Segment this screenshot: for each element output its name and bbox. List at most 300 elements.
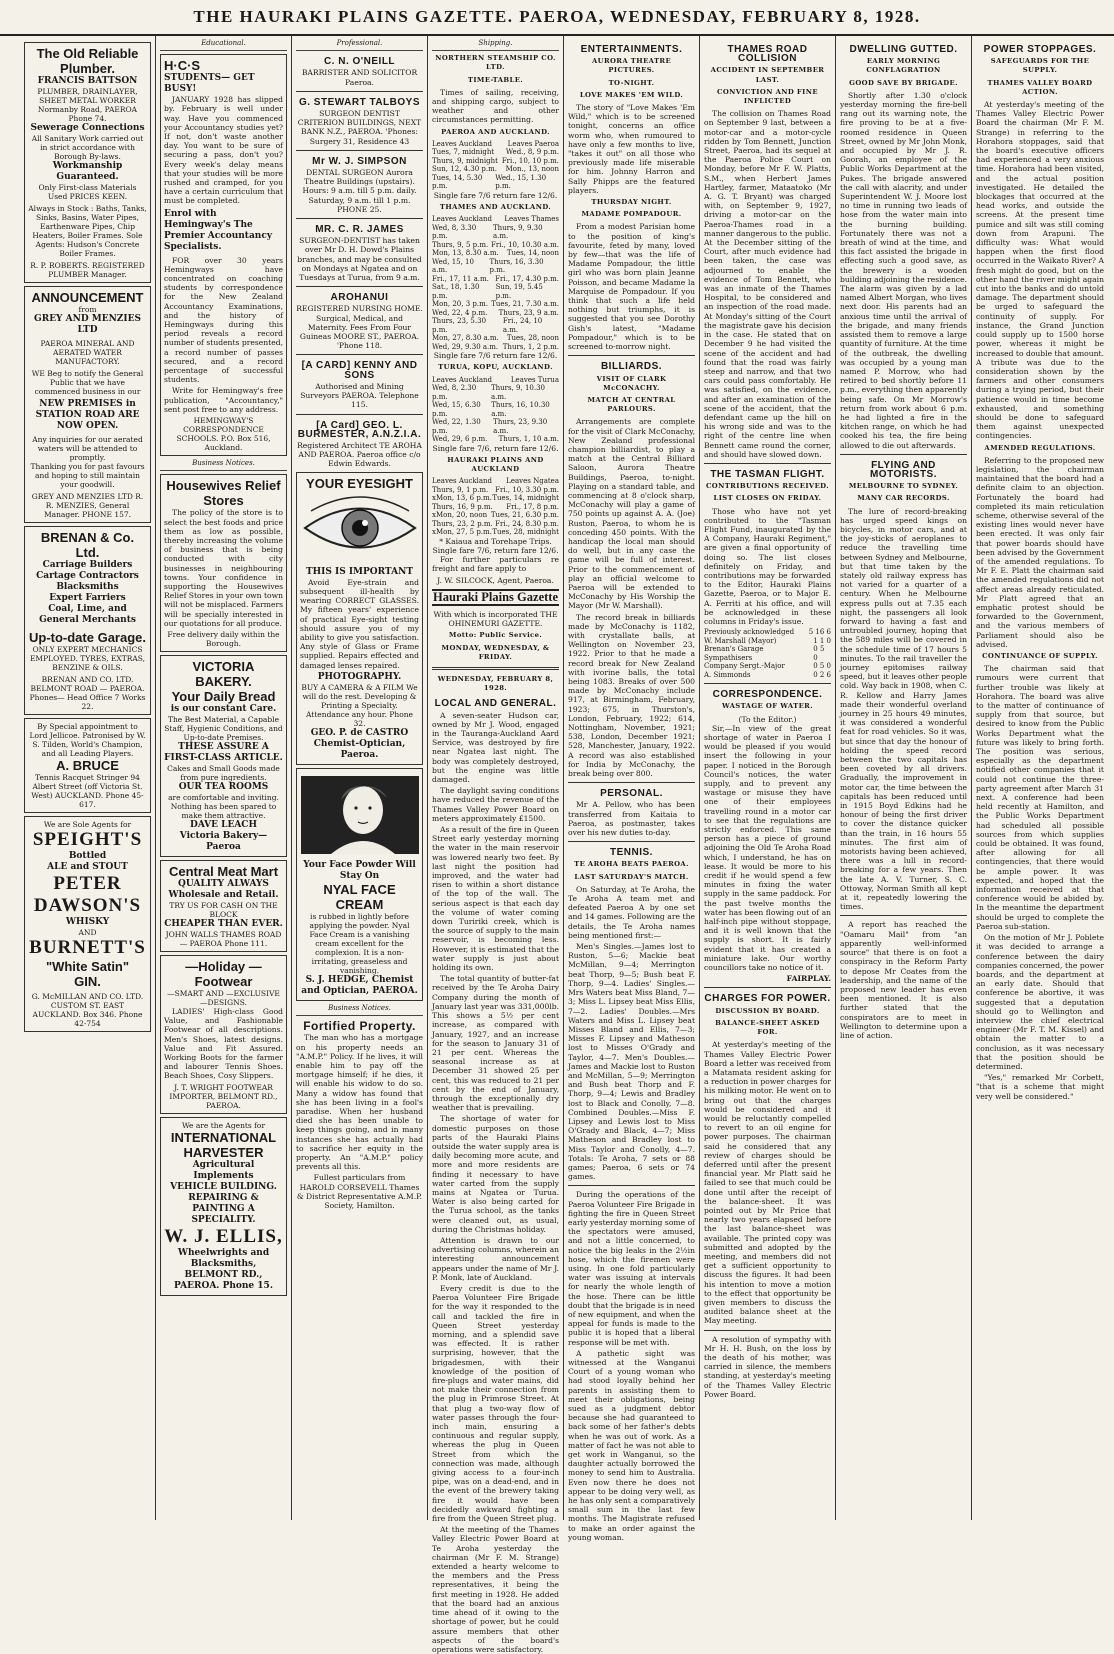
column-2 (156, 36, 292, 1520)
ad-body: BUY A CAMERA & A FILM We will do the rest. Developing & Printing a Specialty. Attendance any hour. Phone 32. (301, 682, 418, 728)
table-cell: Brenan's Garage Sympathisers (704, 645, 764, 662)
article-title: DWELLING GUTTED. (849, 44, 958, 55)
ad-title: ANNOUNCEMENT (31, 290, 144, 305)
ad-body: FOR over 30 years Hemingways have concentrated on coaching students by correspondence for the New Zealand Accountancy Examinations, and the history of Hemingways during this period reveals a record number of students presented, a record number of passes secured, and a record percentage of successful students. (164, 255, 283, 385)
ad-body: PAEROA MINERAL AND AERATED WATER MANUFACTORY. (40, 339, 135, 366)
table-row (704, 671, 831, 680)
table-cell: Thurs, 1, 2 p.m. (502, 342, 559, 351)
article-paragraph: "Yes," remarked Mr Corbett, "that is a scheme that might very well be considered." (976, 1073, 1104, 1101)
table-cell: Thurs, 23, 5.30 p.m. (432, 317, 487, 334)
ad-body: NEW PREMISES in STATION ROAD ARE NOW OPEN. (35, 399, 140, 431)
article-paragraph: A resolution of sympathy with Mr H. H. Bush, on the loss by the death of his mother, was carried in silence, the members standing, at yesterday's meeting of the Thames Valley Electric Power Board. (704, 1334, 831, 1399)
table-row (704, 628, 831, 637)
table-row (432, 157, 559, 166)
table-cell: Wed., 15, 1.30 p.m. (495, 173, 547, 191)
column-6 (700, 36, 836, 1520)
route-title: HAURAKI PLAINS AND AUCKLAND (447, 455, 544, 474)
table-row (432, 477, 559, 486)
table-cell: Fri., 17, 11 a.m. (432, 274, 489, 283)
table-cell: Mon, 13, 8.30 a.m. (432, 249, 499, 258)
ad-body: Write for Hemingway's free publication, "Accountancy," sent post free to any address. (164, 386, 283, 414)
table-cell: Tues, 14, midnight (492, 494, 559, 503)
ad-sign: HEMINGWAY'S CORRESPONDENCE SCHOOLS. P.O. Box 516, Auckland. (176, 416, 271, 453)
table-cell: Wed, 15, 6.30 p.m. (432, 401, 481, 418)
table-cell: Thurs, 23, 9.30 a.m. (493, 418, 548, 435)
ad-intro: By Special appointment to Lord Jellicoe. Patronised by W. S. Tilden, World's Champion, and all Leading Players. (29, 722, 146, 758)
article-paragraph: Arrangements are complete for the visit of Clark McConachy, New Zealand professional champion billiardist, to play a match at the Central Billiard Saloon, Aurora Theatre Buildings, Paeroa, to-night. Playing on a standard table, and commencing at 8 o'clock sharp, McConachy will play a game of 750 points up against A. A. (Joe) Ruston, Paeroa, to whom he is conceding 450 points. With the handicap the local man should do well, but in any case the game will be full of interest. Prior to the commencement of play an official welcome to Paeroa will be extended to McConachy by His Worship the Mayor (Mr W. Marshall). (568, 417, 695, 611)
ad-brand: Bottled (68, 851, 107, 861)
table-cell: xMon, 20, noon (432, 511, 488, 520)
table-cell: Leaves Auckland (432, 477, 493, 486)
table-cell: Wed, 29, 6 p.m. (432, 435, 488, 444)
article-sub: LAST SATURDAY'S MATCH. (574, 872, 689, 881)
table-cell: Fri., 17, 8 p.m. (506, 502, 559, 511)
article-paragraph: The shortage of water for domestic purposes on those parts of the Hauraki Plains outside the water supply area is daily becoming more acute, and more and more residents are finding it necessary to have water carted from the supply mains at Ngatea or Turua. Water is also being carted for the Turua school, as the tanks were cleaned out, as usual, during the Christmas holiday. (432, 1114, 559, 1234)
table-cell: Thurs, 9, 1 p.m. (432, 485, 489, 494)
article-sub: AURORA THEATRE PICTURES. (591, 57, 672, 75)
table-row (432, 494, 559, 503)
ad-body: Only First-class Materials Used PRICES KEEN. (38, 183, 137, 201)
ad-title: Housewives Relief Stores (166, 478, 281, 509)
article-paragraph: At yesterday's meeting of the Thames Valley Electric Power Board the chairman (Mr F. M. Strange) in referring to the Horahora stoppages, said that the board's executive officers had experienced a very anxious time. Horahora had been visited, and the actual position investigated. He detailed the blockages that occurred at the head works, and outside the screens. At the present time pumice and silt was still coming down from Arapuni. The difficulty was: What would happen when the first flood occurred in the Waikato River? A fresh might do good, but on the other hand the river might again cut into the banks and do untold damage. The department should be urged to safeguard the continuity of supply. For instance, the Grand Junction could supply up to 1500 horse power, whereas it might be increased to double that amount. A tribute was due to the consideration shown by the farmers and other consumers during a trying period, but their patience would in time become exhausted, and something should be done to safeguard them against unexpected contingencies. (976, 100, 1104, 441)
contributions-list (704, 628, 831, 679)
ad-sign: DAVE LEACH (190, 819, 257, 830)
article-paragraph: Referring to the proposed new legislation, the chairman maintained that the board had a definite claim to an objection. Fortunately the board had completed its main reticulation scheme, otherwise several of the existing lines would never have been erected. It was only fair that power boards should have been advised by the Government of the amended regulations. To Mr F. E. Platt the chairman said the amended regulations did not affect areas already reticulated. Mr Platt agreed that an emphatic protest should be forwarded to the Government, and the various members of Parliament should also be advised. (976, 455, 1104, 649)
section-kicker: Business Notices. (160, 459, 287, 471)
ad-body: All Sanitary Work carried out in strict accordance with Borough By-laws. (31, 134, 144, 161)
column-3 (292, 36, 428, 1520)
article-paragraph: The daylight saving conditions have reduced the revenue of the Thames Valley Power Board on meters approximately £1500. (432, 786, 559, 823)
table-cell: Thurs, 1, 10 a.m. (498, 435, 559, 444)
table-cell: Thurs, 9, 5 p.m. (432, 240, 489, 249)
card-body: SURGEON DENTIST CRITERION BUILDINGS, NEXT BANK N.Z., PAEROA. 'Phones: Surgery 31, Residence 43 (297, 109, 422, 146)
article-paragraph: On the motion of Mr J. Poblete it was decided to arrange a conference between the dairy companies concerned, the power boards, and the department at an early date. Should that conference be abortive, it was suggested that a deputation should go to Wellington and interview the chief electrical engineer (Mr F. T. M. Kissel) and obtain the matter to a conclusion, as it was necessary that the position should be determined. (976, 933, 1104, 1071)
table-cell: Sun, 12, 4.30 p.m. (432, 165, 497, 174)
article-title: PERSONAL. (600, 788, 663, 800)
card-body: Authorised and Mining Surveyors PAEROA. Telephone 115. (300, 381, 419, 410)
nameplate-date: WEDNESDAY, FEBRUARY 8, 1928. (437, 674, 554, 693)
route-more: For further particulars re freight and fare apply to (432, 555, 559, 574)
ad-sub: STUDENTS— GET BUSY! (164, 73, 255, 95)
ad-intro: We are the Agents for (181, 1120, 266, 1130)
ad-brand: "White Satin" (45, 959, 130, 974)
ad-body: Always in Stock : Baths, Tanks, Sinks, Basins, Water Pipes, Earthenware Pipes, Chip Heaters, Boiler Frames. Sole Agents: Hudson's Concrete Boiler Frames. (28, 204, 147, 258)
article-title: ENTERTAINMENTS. (580, 44, 683, 55)
article-sub: CONVICTION AND FINE INFLICTED (717, 87, 818, 106)
table-cell: A. Simmonds (704, 670, 751, 679)
table-cell: Thurs, 9, 9.30 a.m. (493, 223, 543, 241)
table-cell: 0 2 6 (813, 670, 831, 679)
ad-plumber (24, 42, 151, 283)
lady-illustration (301, 776, 419, 854)
ad-line: Carriage Builders (42, 560, 133, 570)
ad-sub: Your Face Powder Will Stay On (303, 859, 416, 881)
ad-title: The Old Reliable Plumber. (36, 46, 139, 76)
article-paragraph: Men's Singles.—James lost to Ruston, 5—6; Mackie beat McMillan, 9—4; Merrington beat Thorp, 9—5; Bush beat F. Thorp, 9—4. Ladies' Singles.—Mrs Waters beat Miss Bland, 7—3; Miss L. Lipsey beat Miss Ellis, 7—2. Ladies' Doubles.—Mrs Waters and Miss L. Lipsey beat Misses Bland and Ellis, 7—3; Misses F. Lipsey and Matheson lost to Misses O'Grady and Taylor, 4—7. Men's Doubles.—James and Mackie lost to Ruston and McMillan, 5—9; Merrington and Bush beat Thorp and F. Thorp, 9—4; Lewis and Bradley lost to Black and Conolly, 7—8. Combined Doubles.—Miss F. Lipsey and Lewis lost to Miss O'Grady and Black, 4—7; Miss Matheson and Bradley lost to Miss Taylor and Conolly, 4—7. Totals: Te Aroha, 7 sets or 88 games; Paeroa, 6 sets or 74 games. (568, 942, 695, 1182)
column-4 (428, 36, 564, 1654)
ad-title: INTERNATIONAL HARVESTER (170, 1129, 277, 1160)
card-body: DENTAL SURGEON Aurora Theatre Buildings (upstairs). Hours: 9 a.m. till 5 p.m. daily. Saturday, 9 a.m. till 1 p.m. PHONE 25. (302, 168, 417, 214)
table-row (432, 309, 559, 318)
table-row (432, 249, 559, 258)
table-row (432, 418, 559, 435)
article-paragraph: Those who have not yet contributed to the "Tasman Flight Fund, inaugurated by the A Company, Hauraki Regiment," are given a final opportunity of doing so. The list closes definitely on Friday, and contributions may be forwarded to the Editor, Hauraki Plains Gazette, Paeroa, or to Major E. A. Ferriti at his office, and will be acknowledged in these columns in Friday's issue. (704, 506, 831, 626)
table-cell: Tues, 14, noon (506, 249, 559, 258)
ad-body: Thanking you for past favours and hoping to still maintain your goodwill. (30, 462, 145, 489)
table-cell: Company Sergt.-Major (704, 662, 785, 671)
ad-sub: THIS IS IMPORTANT (305, 566, 414, 577)
route-sign: J. W. SILCOCK, Agent, Paeroa. (437, 575, 554, 585)
card-body: SURGEON-DENTIST has taken over Mr D. H. Dowd's Plains branches, and may be consulted on Mondays at Ngatea and on Tuesdays at Turua, from 9 a.m. (297, 236, 422, 283)
article-sub: LIST CLOSES ON FRIDAY. (713, 494, 822, 503)
ad-body: is rubbed in lightly before applying the powder. Nyal Face Cream is a vanishing cream excellent for the complexion. It is a non-irritating, greaseless and vanishing. (309, 911, 410, 975)
ad-body: QUALITY ALWAYS (178, 878, 269, 889)
table-cell: Fri., 24, 10 a.m. (502, 317, 543, 334)
ad-body: Avoid Eye-strain and subsequent ill-health by wearing CORRECT GLASSES. My fifteen years' experience of practical Eye-sight testing should assure you of my ability to give you satisfaction. Any style of Glass or Frame supplied. Repairs effected and damaged lenses repaired. (300, 577, 419, 670)
card-name: [A Card] GEO. L. BURMESTER, A.N.Z.I.A. (297, 419, 422, 440)
article-sub: GOOD SAVE BY BRIGADE. (849, 78, 958, 87)
section-kicker: Shipping. (432, 39, 559, 51)
ad-brand: BURNETT'S (29, 937, 146, 958)
table-row (432, 503, 559, 512)
table-row (432, 376, 559, 385)
ad-line: Cartage Contractors (36, 571, 139, 581)
ad-brand: SPEIGHT'S (32, 829, 143, 850)
table-cell: Tues, 14, 5.30 p.m. (432, 173, 483, 191)
ad-hemingway (160, 54, 287, 456)
article-body (432, 711, 559, 1654)
article-paragraph: Every credit is due to the Paeroa Volunteer Fire Brigade for the way it responded to the call and tackled the fire in Queen Street yesterday morning, and a splendid save was effected. It is rather surprising, however, that the brigadesmen, with their knowledge of the position of fire-plugs and water mains, did not make their connection from the plug in Primrose Street. At that plug a two-way flow of water passes through the four-inch main, ensuring a continuous and regular supply, whereas the plug in Queen Street from which the connection was made, although giving access to a four-inch pipe, was on a dead-end, and in the event of the brewery taking fire it would have been decidedly awkward fighting a fire from the Queen Street plug. (432, 1283, 559, 1524)
article-paragraph: As a result of the fire in Queen Street early yesterday morning the water in the main reservoir was lowered nearly two feet. By last night the position had improved, and the water had risen to within a short distance of the top of the wall. The serious aspect is that each day the volume of water coming down Tuririki creek, which is the source of supply to the main reservoir, is becoming less. However, it is estimated that the water supply is just about holding its own. (432, 825, 559, 973)
section-kicker: Business Notices. (296, 1004, 423, 1016)
table-cell: 0 5 0 (813, 645, 825, 662)
article-title: CHARGES FOR POWER. (704, 993, 831, 1005)
table-row (432, 258, 559, 275)
newspaper-nameplate: Hauraki Plains Gazette (432, 589, 559, 606)
article-sub: THAMES VALLEY BOARD ACTION. (987, 78, 1093, 96)
table-cell: Sun, 19, 5.45 p.m. (495, 283, 543, 300)
article-sub: AMENDED REGULATIONS. (984, 443, 1096, 452)
article-title: POWER STOPPAGES. (983, 44, 1097, 55)
table-cell: Previously acknowledged (704, 628, 795, 637)
article-paragraph: At yesterday's meeting of the Thames Valley Electric Power Board a letter was received from a Matamata resident asking for a reduction in power charges for his milking motor. He went on to bring out that the charges would be considered and it would be reluctantly compelled to revert to an oil engine for power purposes. The chairman said he considered that any review of charges should be deferred until after the present financial year. Mr Platt said he failed to see that much could be done until after the receipt of the balance-sheet. It was pointed out by Mr Price that nearly two years elapsed before the last balance-sheet was available. The printed copy was submitted and adopted by the meeting, and members did not get a sufficient opportunity to discuss the figures. It had been his intention to move a motion to the effect that opportunity be given members to discuss the audited balance sheet at the May meeting. (704, 1040, 831, 1326)
table-cell: Thurs, 9, 10.30 a.m. (490, 384, 545, 401)
article-sub: MELBOURNE TO SYDNEY. (848, 482, 959, 491)
article-paragraph: A seven-seater Hudson car, owned by Mr J. Wood, engaged in the Tauranga-Auckland Aard Service, was destroyed by fire near Ngatea last night. The body was completely destroyed, but the engine was little damaged. (432, 710, 559, 785)
table-cell: Leaves Thames (504, 215, 559, 224)
ad-sub: Agricultural Implements (192, 1159, 255, 1181)
route-table (432, 376, 559, 444)
article-sub: LOVE MAKES 'EM WILD. (579, 90, 684, 99)
table-row (432, 283, 559, 300)
ad-international-harvester (160, 1117, 287, 1296)
article-sub: MADAME POMPADOUR. (581, 210, 682, 219)
ad-brenan (24, 526, 151, 715)
ad-sub: Workmanship Guaranteed. (52, 161, 123, 182)
ad-line: Coal, Lime, and (48, 604, 127, 614)
ad-brand: WHISKY (65, 917, 110, 927)
ad-body: OUR TEA ROOMS (178, 781, 269, 792)
shipping-intro: Times of sailing, receiving, and shipping cargo, subject to weather and other circumstances permitting. (432, 87, 559, 125)
table-cell: Mon, 27, 8.30 a.m. (432, 334, 499, 343)
article-title: THE TASMAN FLIGHT. (710, 468, 825, 480)
table-row (432, 317, 559, 334)
article-sub: BALANCE-SHEET ASKED FOR. (715, 1018, 820, 1037)
ad-sign: G. McMILLAN AND CO. LTD. CUSTOM ST. EAST AUCKLAND. Box 346. Phone 42-754 (31, 992, 144, 1028)
card-name: [A CARD] KENNY AND SONS (301, 360, 418, 381)
columns (20, 36, 1110, 1654)
ad-title: NYAL FACE CREAM (323, 881, 396, 912)
table-cell: Fri., 24, 8.30 p.m. (495, 519, 559, 528)
ad-heading: Enrol with Hemingway's The Premier Accountancy Specialists. (164, 208, 273, 252)
route-table (432, 477, 559, 537)
table-cell: Thurs, 23, 9 a.m. (498, 308, 559, 317)
table-cell: Sat., 18, 1.30 p.m. (432, 283, 480, 300)
article-paragraph: Attention is drawn to our advertising columns, wherein an interesting announcement appears under the name of Mr J. P. Monk, late of Auckland. (432, 1235, 559, 1282)
table-cell: 5 16 6 (808, 628, 831, 637)
ad-central-meat-mart (160, 860, 287, 952)
article-paragraph: From a modest Parisian home to the position of king's favourite, feted by many, loved by few—that was the life of Madame Pompadour, the little girl who was born plain Jeanne Poisson, and became Madame la Marquise de Pompadour. If you think that such a life held nothing but triumphs, it is suggested that you see Dorothy Gish's latest, "Madame Pompadour," which is to be screened to-morrow night. (568, 222, 695, 352)
ad-body: The man who has a mortgage on his property needs an "A.M.P." Policy. If he lives, it will enable him to pay off the mortgage himself; if he dies, it will enable his widow to do so. Many a widow has found that she has been living in a fool's paradise. When her husband died she has been unable to keep things going, and in many instances she has actually had to sacrifice her equity in the property. An "A.M.P." policy prevents all this. (296, 1033, 423, 1172)
ad-eyesight (296, 472, 423, 765)
table-cell: Wed, 8, 2.30 p.m. (432, 384, 477, 401)
column-8 (972, 36, 1108, 1520)
table-row (432, 435, 559, 444)
table-cell: xMon, 27, 5 p.m. (432, 528, 492, 537)
table-cell: Thurs, 16, 10.30 a.m. (491, 401, 550, 418)
table-cell: Fri., 10, 3.30 p.m. (495, 485, 559, 494)
route-title: THAMES AND AUCKLAND. (439, 203, 552, 212)
table-cell: Fri., 17, 4.30 p.m. (495, 274, 559, 283)
table-cell: Leaves Turua (510, 375, 559, 384)
card-name: G. STEWART TALBOYS (298, 96, 421, 108)
eye-illustration (301, 495, 419, 561)
article-paragraph: The chairman said that rumours were current that further trouble was likely at Horahora. The board was alive to the matter of continuance of supply from that source, but desired to know from the Public Works Department what the future was likely to bring forth. The position was serious, especially as the department notified other companies that it could not continue the three-party agreement after March 31 next. A conference had been held recently at Hamilton, and the Public Works Department had scheduled all possible sources from which supplies could be obtained. It was found, after allowing for all contingencies, that there would be ample power. It was expected, and hoped that the information received at that conference would be abided by. In the meantime the department should be urged to complete the Paeroa sub-station. (976, 664, 1104, 931)
table-row (432, 174, 559, 191)
table-row (432, 140, 559, 149)
route-fare: Single fare 7/6, return fare 12/6. (432, 443, 559, 453)
card-body: Registered Architect TE AROHA AND PAEROA. Paeroa office c/o Edwin Edwards. (297, 440, 422, 469)
table-cell: Wed., 8, 9 p.m. (505, 148, 559, 157)
ad-line: Expert Farriers (49, 593, 126, 603)
table-row (432, 241, 559, 250)
letter-sign: FAIRPLAY. (786, 974, 831, 984)
table-row (704, 645, 831, 662)
table-row (432, 165, 559, 174)
ad-title: Up-to-date Garage. (28, 630, 146, 645)
article-sub: ACCIDENT IN SEPTEMBER LAST. (710, 66, 825, 84)
table-row (432, 401, 559, 418)
ad-firm: GREY AND MENZIES LTD (34, 314, 141, 335)
table-cell: Wed, 8, 3.30 p.m. (432, 223, 477, 241)
nameplate-motto: Motto: Public Service. (448, 631, 543, 640)
ad-line: General Merchants (39, 615, 136, 625)
ad-line: Blacksmiths (56, 582, 119, 592)
section-kicker: Professional. (296, 39, 423, 51)
table-cell: Thurs, 16, 9 p.m. (432, 502, 493, 511)
card-body: REGISTERED NURSING HOME. Surgical, Medical, and Maternity. Fees From Four Guineas MOORE ST., PAEROA. 'Phone 118. (296, 304, 423, 351)
ad-sub: Sewerage Connections (30, 123, 145, 133)
table-cell: Leaves Auckland (432, 139, 493, 148)
ad-sub: —SMART AND —EXCLUSIVE —DESIGNS. (167, 988, 280, 1007)
table-cell: Tues, 28, noon (506, 334, 559, 343)
column-1 (20, 36, 156, 1520)
card-name: AROHANUI (330, 292, 389, 304)
table-cell: Wed, 22, 4 p.m. (432, 308, 488, 317)
article-paragraph: On Saturday, at Te Aroha, the Te Aroha A team met and defeated Paeroa A by one set and 14 games. Following are the details, the Te Aroha names being mentioned first:— (568, 884, 695, 940)
article-sub: MANY CAR RECORDS. (857, 494, 950, 503)
article-title: THAMES ROAD COLLISION (727, 44, 808, 65)
ad-body: TRY US FOR CASH ON THE BLOCK (169, 900, 278, 919)
card-name: MR. C. R. JAMES (315, 224, 404, 236)
article-title: TENNIS. (610, 847, 653, 859)
ad-sign: J. T. WRIGHT FOOTWEAR IMPORTER, BELMONT RD., PAEROA. (169, 1082, 278, 1110)
article-title: CORRESPONDENCE. (712, 689, 823, 701)
article-sub: (To the Editor.) (738, 714, 797, 724)
route-table (432, 215, 559, 351)
table-row (432, 334, 559, 343)
ad-title: VICTORIA BAKERY. (192, 658, 255, 689)
ad-intro: We are Sole Agents for (43, 820, 132, 829)
article-sub: THURSDAY NIGHT. (591, 198, 672, 207)
article-title: FLYING AND MOTORISTS. (869, 459, 938, 480)
table-cell: 1 1 0 (813, 636, 831, 645)
table-row (432, 528, 559, 537)
ad-body: CHEAPER THAN EVER. (164, 918, 283, 929)
table-cell: Tues, 28, midnight (492, 528, 559, 537)
route-fare: Single fare 7/6 return fare 12/6. (433, 190, 558, 200)
table-cell: Wed, 29, 9.30 a.m. (432, 342, 499, 351)
table-cell: Tues, 7, midnight (432, 148, 495, 157)
ad-housewives (160, 474, 287, 652)
ad-speights (24, 816, 151, 1032)
ad-brand: AND (78, 928, 97, 937)
table-cell: Tues, 21, 7.30 a.m. (491, 300, 559, 309)
article-paragraph: The total quantity of butter-fat received by the Te Aroha Dairy Company during the month of January last year was 331,000lb. This shows a 5½ per cent increase, as compared with January, 1927, and an increase for the season to January 31 of 21 per cent. Whereas the seasonal increase as at December 31 showed 25 per cent, this was reduced to 21 per cent by the end of January, through the exceptionally dry weather that is prevailing. (432, 974, 559, 1113)
article-paragraph: Sir,—In view of the great shortage of water in Paeroa I would be pleased if you would insert the following in your paper. I noticed in the Borough Council's notices, the water supply, and to prevent any wastage or misuse they have one of their employees travelling round in a motor car to see that the regulations are strictly enforced. This same person has a piece of ground adjoining the Old Te Aroha Road which, I understand, he has on lease. It would be more to his credit if he would spend a few minutes in fixing the water supply in the same paddock. For the past twelve months the water has been flowing out of an half-inch pipe without stoppage, and it is well known that the supply is short. It is fairly evident that it has created a miniature lake. Our worthy councillors take no notice of it. (704, 723, 831, 973)
ad-title: Central Meat Mart (168, 863, 279, 879)
ad-sub: Your Daily Bread (171, 688, 276, 704)
table-row (432, 215, 559, 224)
ad-tennis (24, 718, 151, 813)
ad-body: VEHICLE BUILDING. REPAIRING & PAINTING A SPECIALITY. (170, 1181, 277, 1225)
ad-sign: JOHN WALLS THAMES ROAD — PAEROA Phone 111. (165, 929, 282, 948)
masthead: THE HAURAKI PLAINS GAZETTE. PAEROA, WEDNESDAY, FEBRUARY 8, 1928. (0, 0, 1114, 36)
article-sub: DISCUSSION BY BOARD. (715, 1006, 820, 1015)
article-sub: CONTINUANCE OF SUPPLY. (982, 652, 1098, 660)
article-paragraph: A pathetic sight was witnessed at the Wanganui Court of a young woman who had stood loyally behind her parents in assisting them to meet their obligations, being sued as a judgment debtor because she had guaranteed to back some of her father's debts when he was out of work. As a matter of fact he was not able to get work in Wanganui, so the daughter actually borrowed the money to send him to Australia. Even now there he does not appear to be doing very well, as he has only sent a comparatively small sum in the last few months. The Magistrate refused to make an order against the young woman. (568, 1348, 695, 1542)
ad-sign: Fullest particulars from HAROLD CORSEVELL Thames & District Representative A.M.P. Society, Hamilton. (296, 1173, 423, 1211)
table-row (432, 511, 559, 520)
table-row (432, 486, 559, 495)
ad-body: THESE ASSURE A FIRST-CLASS ARTICLE. (164, 741, 283, 763)
article-sub: WASTAGE OF WATER. (722, 702, 813, 711)
nameplate-with: With which is incorporated THE OHINEMURI GAZETTE. (433, 609, 558, 629)
card-body: BARRISTER AND SOLICITOR Paeroa. (301, 68, 418, 87)
article-sub: TO-NIGHT. (608, 78, 655, 87)
article-paragraph: Shortly after 1.30 o'clock yesterday morning the fire-bell rang out its warning note, the fire proving to be at a five-roomed residence in Queen Street, owned by Mr John Monk, and occupied by Mr J. R. Goorah, an employee of the Public Works Department at the Pukes. The brigade answered the call with alacrity, and under Superintendent W. J. Moore lost no time in running two leads of hose from the water main into the burning building. Fortunately there was not a breath of wind at the time, and this fact assisted the brigade in effecting such a good save, as the brewery is a wooden building adjoining the residence. The alarm was given by a lad named Albert Morgan, who lives next door. His parents had an anxious time until the arrival of the brigade, and many friends assisted them to remove a large quantity of furniture. At the time of the outbreak, the dwelling was occupied by a young man named P. Morrow, who had retired to bed shortly before 11 p.m., everything then apparently being safe. On Mr Morrow's return from work about 6 p.m. he had lighted a fire in the kitchen range, on which he had cooked his tea, the fire being allowed to die out afterwards. (840, 90, 967, 450)
article-sub: EARLY MORNING CONFLAGRATION (866, 57, 941, 75)
table-cell: Thurs, 16, 3.30 p.m. (489, 257, 544, 275)
article-paragraph: The lure of record-breaking has urged speed kings on bicycles, in motor cars, and at the joy-sticks of aeroplanes to reduce the travelling time between Sydney and Melbourne, but that time taken by the stately old railway express has not varied for a quarter of a century. When he Melbourne express pulls out at 7.35 each night, the passengers all look forward to having a fast and untroubled journey, hoping that the 589 miles will be covered in the schedule time of 17 hours 5 minutes. To the rail traveller the journey epitomises railway speed, but it leaves other people cold. Way back in 1908, when C. R. Kellow and Harry James made their wonderful overland journey in 25 hours 49 minutes, it was considered a wonderful feat for road vehicles. So it was, but since that day the honour of holding the speed record between the two capitals has been coveted by all drivers. Gradually, the improvement in motor car, the time between the capitals has been reduced until in 1915 Boyd Edkins had he honour of being the first driver to cover the distance quicker than the train, in 16 hours 55 minutes. The first aim of motorists having been achieved, there was a lull in record-breaking for a few years. Then the late A. V. Turner, S. C. Ottoway, Norman Smith all kept at it, repeatedly lowering the times. (840, 506, 967, 912)
ad-sign: GEO. P. de CASTRO Chemist-Optician, Paeroa. (310, 727, 409, 760)
table-cell: Fri., 10, 10.30 a.m. (490, 240, 559, 249)
table-cell: 0 5 0 (813, 662, 831, 671)
article-sub: TE AROHA BEATS PAEROA. (574, 860, 689, 869)
table-cell: xMon, 13, 6 p.m. (432, 494, 492, 503)
ad-sign: Wheelwrights and Blacksmiths, BELMONT RD., PAEROA. Phone 15. (174, 1247, 273, 1291)
ad-victoria-bakery (160, 655, 287, 857)
nameplate-days: MONDAY, WEDNESDAY, & FRIDAY. (441, 643, 550, 661)
article-paragraph: The record break in billiards made by McConachy is 1182, with crystallate balls, at Wellington on November 23, 1922. Prior to that he made a record break for New Zealand with ivorine balls, the total being 1083. Breaks of over 500 made by McConachy include 917, at Birmingham, February, 1923; 675, in Thurston's, London, February, 1922; 614, Nottingham, November, 1921; 538, London, December 1921; 528, Manchester, January, 1922. A record was also established for India by McConachy, the break being over 800. (568, 612, 695, 779)
table-cell: W. Marshall (Mayor) (704, 636, 777, 645)
ad-grey-menzies (24, 286, 151, 523)
ad-body: WE Beg to notify the General Public that we have commenced business in our (31, 369, 144, 396)
route-fare: Single fare 7/6 return fare 12/6. (433, 351, 558, 361)
ad-body: The Best Material, a Capable Staff, Hygienic Conditions, and Up-to-date Premises. (164, 714, 283, 742)
ad-name: A. BRUCE (56, 758, 119, 773)
table-row (432, 275, 559, 284)
article-sub: SAFEGUARDS FOR THE SUPPLY. (990, 57, 1090, 75)
ad-body: Cakes and Small Goods made from pure ingredients. (167, 763, 280, 782)
ad-brand: PETER DAWSON'S (33, 873, 142, 916)
article-paragraph: During the operations of the Paeroa Volunteer Fire Brigade in fighting the fire in Queen Street early yesterday morning some of the spectators were amused, and not a little concerned, to notice the big leaks in the 2½in hose, which the firemen were using. In one fold particularly water was issuing at intervals for nearly the whole length of the hose. There can be little doubt that the brigade is in need of new equipment, and when the appeal for funds is made to the public it is hoped that a liberal response will be met with. (568, 1190, 695, 1347)
ad-sub: PHOTOGRAPHY. (317, 671, 402, 682)
ad-body: Wholesale and Retail. (168, 889, 279, 900)
ad-sub: is our constant Care. (170, 703, 277, 714)
table-cell: Tues, 21, 6.30 p.m. (490, 511, 559, 520)
table-row (432, 384, 559, 401)
ad-body: Any inquiries for our aerated waters will be attended to promptly. (32, 435, 143, 462)
ad-body: LADIES' High-class Good Value, and Fashionable Footwear of all descriptions. Men's Shoes, latest designs. Value and Fit Assured. Working Boots for the farmer and labourer Tennis Shoes. Beach Shoes, Cosy Slippers. (164, 1006, 283, 1081)
table-row (432, 343, 559, 352)
ad-sign: Victoria Bakery—Paeroa (179, 830, 268, 852)
table-cell: Wed, 15, 10 a.m. (432, 257, 474, 275)
ad-sign: S. J. HEDGE, Chemist and Optician, PAEROA. (301, 974, 418, 996)
card-name: Mr W. J. SIMPSON (312, 155, 407, 167)
ad-sign: GREY AND MENZIES LTD R. R. MENZIES, General Manager. PHONE 157. (31, 492, 144, 519)
article-paragraph: At the meeting of the Thames Valley Electric Power Board at Te Aroha yesterday the chairman (Mr F. M. Strange) extended a hearty welcome to the members and the Press representatives, it being the first meeting in 1928. He added that the board had an anxious time ahead of it owing to the shortage of power, but he could assure members that other aspects of the board's operations were satisfactory. (432, 1525, 559, 1654)
article-sub: MATCH AT CENTRAL PARLOURS. (587, 395, 676, 414)
table-row (704, 662, 831, 671)
table-row (432, 224, 559, 241)
table-cell: Fri., 10, 10 p.m. (501, 156, 559, 165)
article-title: LOCAL AND GENERAL. (434, 698, 557, 710)
ad-body: JANUARY 1928 has slipped by. February is well under way. Have you commenced your Accountancy studies yet? If not, don't waste another day. You want to be sure of securing a pass, don't you? Every week's delay means that your studies will be more rushed and cramped, for you have a certain curriculum that must be completed. (164, 95, 283, 206)
table-cell: Thurs, 23, 2 p.m. (432, 519, 493, 528)
ad-sign: BRENAN AND CO. LTD. BELMONT ROAD — PAEROA. Phones— Head Office 7 Works 22. (29, 675, 146, 711)
ad-title: Fortified Property. (303, 1019, 416, 1034)
table-cell: Mon., 13, noon (505, 165, 559, 174)
ad-body: are comfortable and inviting. Nothing has been spared to make them attractive. (168, 792, 279, 820)
ad-logo: H·C·S (164, 58, 201, 74)
table-cell: Leaves Ngatea (506, 477, 559, 486)
ad-sign: Free delivery daily within the Borough. (167, 629, 280, 648)
shipping-title: NORTHERN STEAMSHIP CO. LTD. (435, 54, 556, 72)
section-kicker: Educational. (160, 39, 287, 51)
article-sub: VISIT OF CLARK McCONACHY. (596, 374, 667, 392)
route-table (432, 140, 559, 191)
ad-sign: W. J. ELLIS, (164, 1225, 283, 1247)
ad-brand: ALE and STOUT (47, 862, 128, 872)
table-cell: Leaves Auckland (432, 215, 493, 224)
route-title: TURUA, KOPU, AUCKLAND. (438, 363, 553, 372)
ad-body: PLUMBER, DRAINLAYER, SHEET METAL WORKER Normanby Road, PAEROA Phone 74. (37, 87, 138, 123)
table-row (432, 300, 559, 309)
article-paragraph: The story of "Love Makes 'Em Wild," which is to be screened tonight, concerns an office worm who, when rumoured to have only a few months to live, "takes it out" on all those who previously made life miserable for him. Johnny Harron and Sally Phipps are the featured players. (568, 103, 695, 195)
table-row (704, 637, 831, 646)
article-paragraph: A report has reached the "Oamaru Mail" from "an apparently well-informed source" that there is on foot a conspiracy in the Reform Party to depose Mr Coates from the leadership, and the name of the proposed new leader has even been mentioned. It is also further stated that the conspirators are to meet in Wellington to determine upon a line of action. (840, 920, 967, 1040)
